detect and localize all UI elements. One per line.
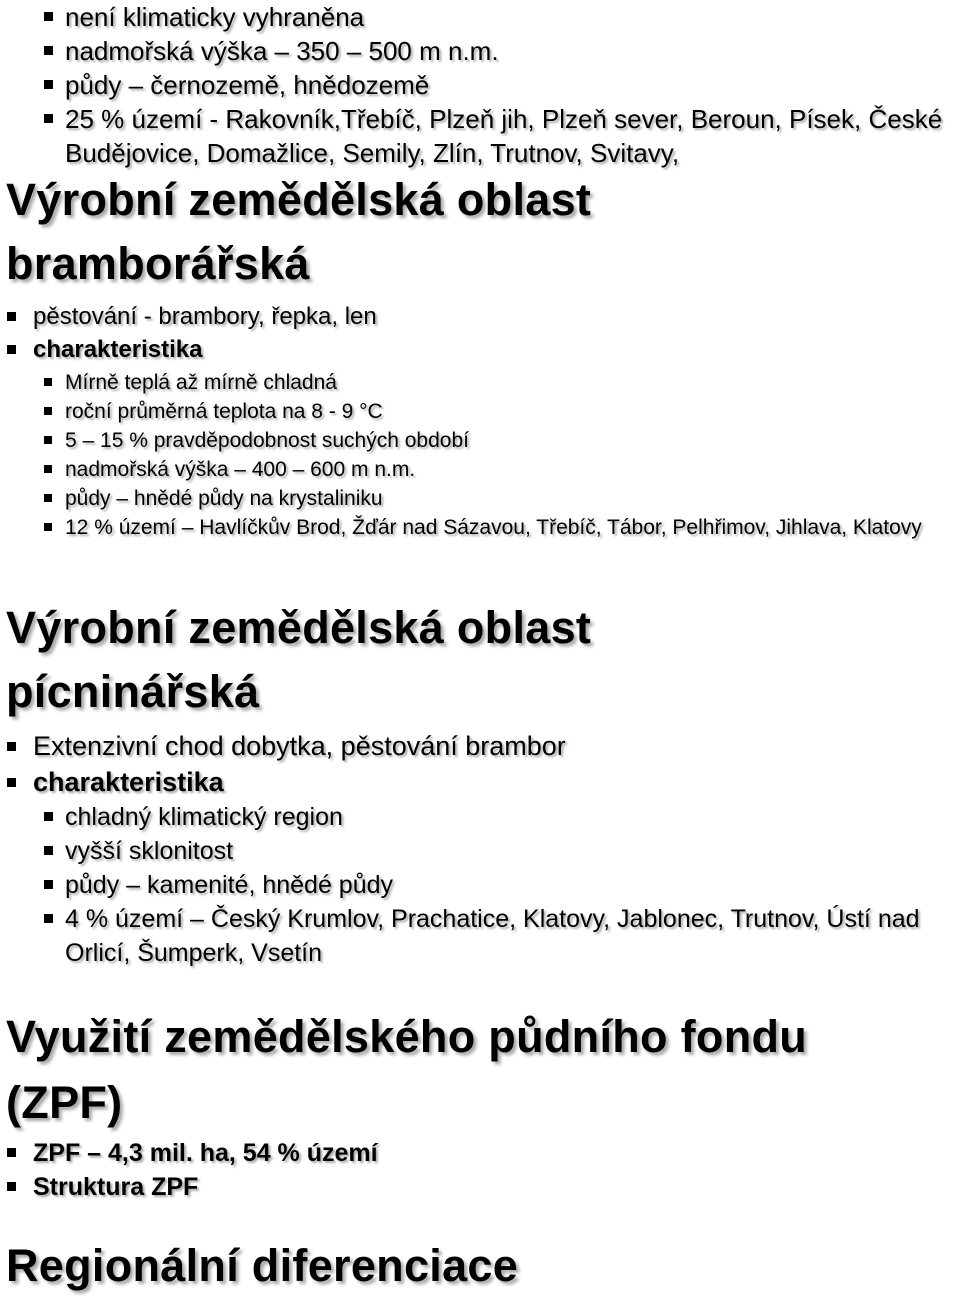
- bullet-icon: [44, 523, 52, 531]
- section-bramborarska: [0, 168, 960, 542]
- list-item: [0, 68, 960, 102]
- list-item: [0, 0, 960, 34]
- section-zpf: [0, 1004, 960, 1204]
- sub-list: [0, 800, 950, 970]
- bullet-icon: [44, 407, 52, 415]
- list-item-text: charakteristika: [33, 336, 203, 363]
- heading-line: Výrobní zemědělská oblast: [6, 174, 592, 225]
- list-item-text: nadmořská výška – 350 – 500 m n.m.: [65, 36, 499, 66]
- bullet-icon: [7, 1148, 16, 1157]
- bullet-icon: [7, 778, 16, 787]
- section-heading: Regionální diferenciace: [6, 1240, 519, 1291]
- sub-list-item: [0, 397, 930, 426]
- list-item: [0, 1170, 960, 1204]
- heading-line: (ZPF): [6, 1077, 123, 1128]
- sub-list-item: [0, 868, 950, 902]
- bullet-icon: [44, 80, 53, 89]
- sub-list-item-text: Mírně teplá až mírně chladná: [65, 371, 337, 394]
- sub-list-item: [0, 513, 930, 542]
- sub-list-item-text: chladný klimatický region: [65, 803, 343, 831]
- section-list: [0, 728, 960, 800]
- bullet-icon: [44, 378, 52, 386]
- list-item-text: 25 % území - Rakovník,Třebíč, Plzeň jih, Plzeň sever, Beroun, Písek, České Budějovice, Domažlice, Semily, Zlín, Trutnov, Svitavy,: [65, 104, 943, 168]
- bullet-icon: [7, 312, 16, 321]
- section-heading: [0, 596, 960, 724]
- list-item-text: ZPF – 4,3 mil. ha, 54 % území: [33, 1139, 378, 1167]
- heading-line: pícninářská: [6, 666, 260, 717]
- sub-list-item-text: 5 – 15 % pravděpodobnost suchých období: [65, 429, 469, 452]
- bullet-icon: [44, 846, 53, 855]
- section-heading: [0, 168, 960, 296]
- heading-line: Výrobní zemědělská oblast: [6, 602, 592, 653]
- sub-list: [0, 368, 930, 542]
- section-list: [0, 1136, 960, 1204]
- section-picninarska: [0, 596, 960, 970]
- sub-list-item-text: nadmořská výška – 400 – 600 m n.m.: [65, 458, 416, 481]
- heading-line: Využití zemědělského půdního fondu: [6, 1011, 808, 1062]
- list-item-text: charakteristika: [33, 767, 224, 797]
- intro-list: [0, 0, 960, 170]
- sub-list-item: [0, 834, 950, 868]
- sub-list-item-text: 4 % území – Český Krumlov, Prachatice, Klatovy, Jablonec, Trutnov, Ústí nad Orlicí, Šumperk, Vsetín: [65, 905, 920, 967]
- section-heading: [0, 1004, 960, 1136]
- heading-line: bramborářská: [6, 238, 310, 289]
- bullet-icon: [7, 1182, 16, 1191]
- bullet-icon: [44, 914, 53, 923]
- bullet-icon: [44, 880, 53, 889]
- bullet-icon: [44, 12, 53, 21]
- section-list: [0, 300, 960, 366]
- bullet-icon: [44, 114, 53, 123]
- list-item-text: Extenzivní chod dobytka, pěstování brambor: [33, 731, 566, 761]
- list-item-text: pěstování - brambory, řepka, len: [33, 303, 377, 330]
- bullet-icon: [44, 494, 52, 502]
- sub-list-item-text: roční průměrná teplota na 8 - 9 °C: [65, 400, 383, 423]
- sub-list-item: [0, 800, 950, 834]
- bullet-icon: [44, 436, 52, 444]
- list-item: [0, 764, 960, 800]
- sub-list-item: [0, 426, 930, 455]
- bullet-icon: [7, 345, 16, 354]
- section-regionalni-diferenciace: [0, 1234, 960, 1298]
- sub-list-item-text: 12 % území – Havlíčkův Brod, Žďár nad Sázavou, Třebíč, Tábor, Pelhřimov, Jihlava, Klatovy: [65, 516, 922, 539]
- list-item: [0, 34, 960, 68]
- list-item: [0, 1136, 960, 1170]
- sub-list-item-text: půdy – hnědé půdy na krystaliniku: [65, 487, 383, 510]
- list-item: [0, 102, 945, 170]
- list-item-text: Struktura ZPF: [33, 1173, 199, 1201]
- list-item: [0, 728, 960, 764]
- sub-list-item: [0, 455, 930, 484]
- sub-list-item-text: půdy – kamenité, hnědé půdy: [65, 871, 394, 899]
- sub-list-item: [0, 368, 930, 397]
- bullet-icon: [44, 46, 53, 55]
- sub-list-item: [0, 484, 930, 513]
- sub-list-item: [0, 902, 950, 970]
- bullet-icon: [44, 465, 52, 473]
- list-item-text: není klimaticky vyhraněna: [65, 2, 365, 32]
- sub-list-item-text: vyšší sklonitost: [65, 837, 234, 865]
- list-item-text: půdy – černozemě, hnědozemě: [65, 70, 430, 100]
- bullet-icon: [7, 742, 16, 751]
- list-item: [0, 300, 960, 333]
- bullet-icon: [44, 812, 53, 821]
- list-item: [0, 333, 960, 366]
